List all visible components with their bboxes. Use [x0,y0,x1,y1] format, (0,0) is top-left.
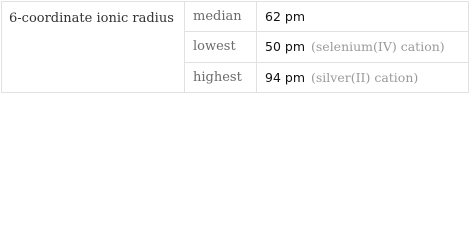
value-lowest: 50 pm [265,39,305,55]
value-cell-lowest [257,32,469,62]
note-lowest: (selenium(IV) cation) [311,39,445,55]
note-highest: (silver(II) cation) [311,69,419,85]
value-highest: 94 pm [265,69,305,85]
value-cell-median [257,2,469,32]
property-label: 6-coordinate ionic radius [2,2,185,93]
table-row [2,2,469,32]
result-panel [0,0,469,95]
row-label-highest: highest [185,62,257,92]
ionic-radius-table [1,1,469,93]
value-median: 62 pm [265,9,305,25]
row-label-lowest: lowest [185,32,257,62]
value-cell-highest [257,62,469,92]
row-label-median: median [185,2,257,32]
